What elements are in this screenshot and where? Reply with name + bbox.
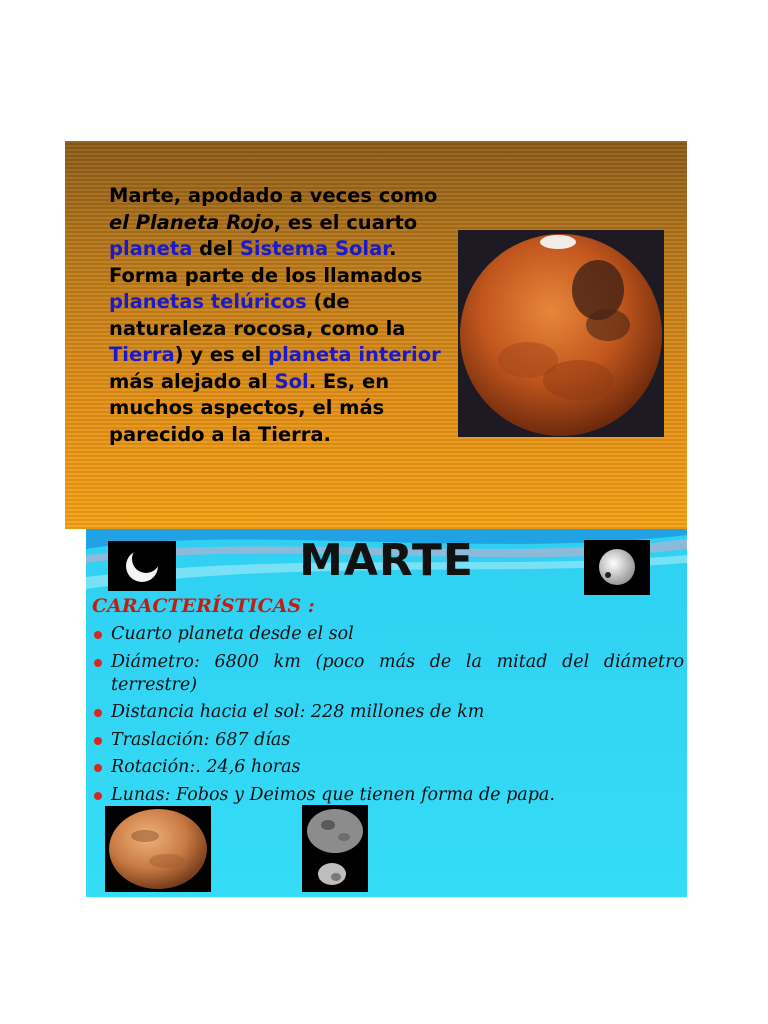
fact-text: Rotación:. 24,6 horas	[111, 757, 301, 777]
intro-text-5: (de naturaleza rocosa, como la	[109, 290, 406, 340]
fact-text: Diámetro: 6800 km (poco más de la mitad del diámetro terrestre)	[111, 651, 684, 695]
marte-term: Marte	[109, 184, 174, 207]
bullet-icon	[94, 792, 102, 800]
slide-title: MARTE	[299, 535, 474, 586]
fact-text: Lunas: Fobos y Deimos que tienen forma de papa.	[111, 784, 555, 805]
planeta-rojo-term: el Planeta Rojo	[109, 210, 274, 234]
fact-text: Cuarto planeta desde el sol	[111, 624, 354, 644]
intro-text-7: más alejado al	[109, 369, 275, 393]
intro-text-3: del	[192, 237, 240, 260]
mars-planet-photo	[458, 230, 664, 437]
list-item	[94, 623, 684, 646]
mars-crescent-photo	[108, 541, 176, 591]
list-item	[94, 784, 684, 807]
list-item	[94, 651, 684, 697]
characteristics-slide	[86, 529, 687, 897]
intro-text-1: , apodado a veces como	[173, 184, 438, 207]
link-planeta-interior[interactable]: planeta interior	[268, 343, 441, 366]
bullet-icon	[94, 659, 102, 667]
intro-text-8: . Es, en muchos aspectos, el más parecido a la Tierra.	[109, 369, 390, 446]
moons-phobos-deimos-photo	[302, 805, 368, 892]
link-sol[interactable]: Sol	[274, 369, 309, 393]
caracteristicas-heading: CARACTERÍSTICAS :	[92, 595, 315, 617]
bullet-icon	[94, 631, 102, 639]
list-item	[94, 756, 684, 779]
intro-slide	[65, 141, 687, 529]
intro-text-4: . Forma parte de los llamados	[109, 237, 423, 287]
link-planetas-teluricos[interactable]: planetas telúricos	[109, 290, 307, 313]
intro-paragraph	[109, 183, 459, 448]
intro-text-6: ) y es el	[174, 343, 269, 366]
list-item	[94, 729, 684, 752]
mars-globe-photo	[105, 806, 211, 892]
link-planeta[interactable]: planeta	[109, 237, 193, 260]
link-sistema-solar[interactable]: Sistema Solar	[239, 237, 390, 260]
list-item	[94, 701, 684, 724]
bullet-icon	[94, 764, 102, 772]
link-tierra[interactable]: Tierra	[109, 343, 175, 366]
mars-small-photo	[584, 540, 650, 595]
fact-text: Distancia hacia el sol: 228 millones de km	[111, 702, 485, 722]
intro-text-2: , es el cuarto	[273, 210, 418, 234]
bullet-icon	[94, 737, 102, 745]
bullet-icon	[94, 709, 102, 717]
facts-list	[94, 623, 684, 811]
fact-text: Traslación: 687 días	[111, 729, 291, 750]
